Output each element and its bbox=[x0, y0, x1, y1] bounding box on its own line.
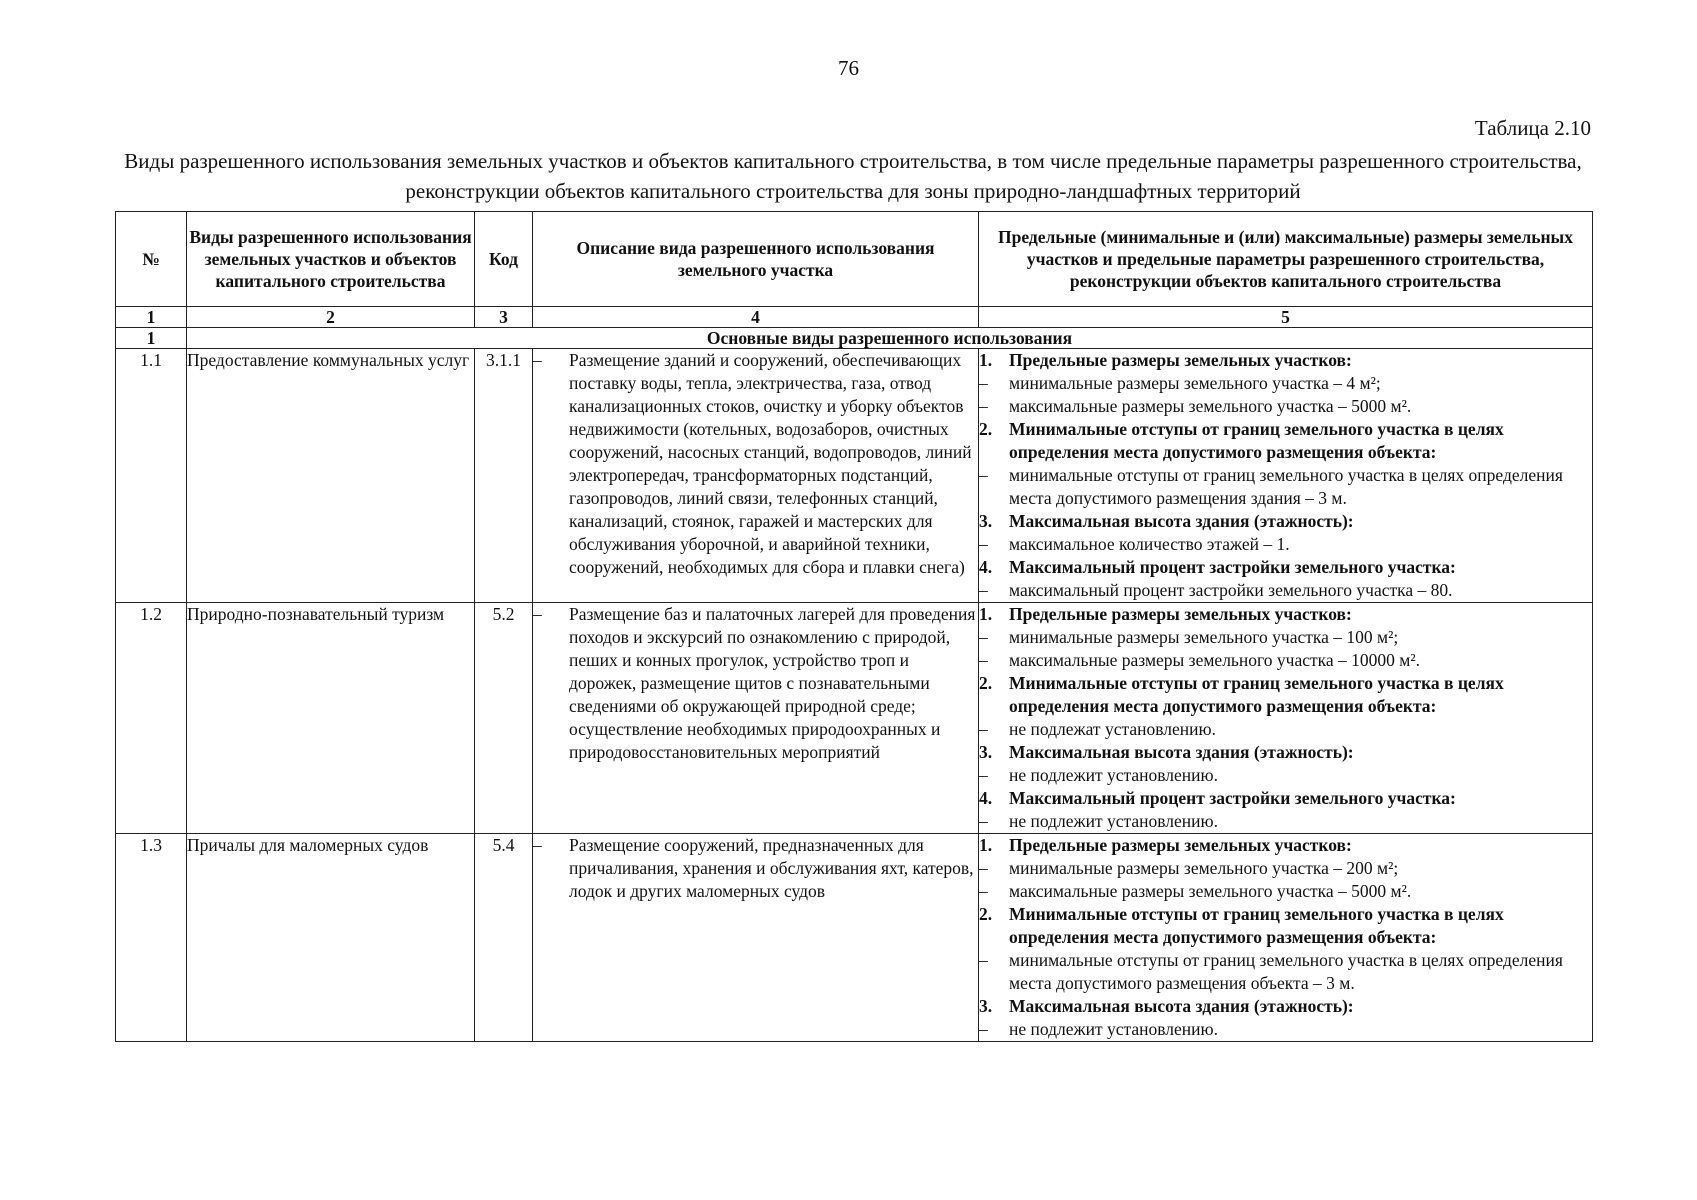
limit-text: минимальные отступы от границ земельного участка в целях определения места допустимого размещения здания – 3 м. bbox=[1009, 465, 1563, 508]
limit-marker: – bbox=[979, 465, 988, 485]
use-description-cell bbox=[533, 834, 979, 1042]
limit-item bbox=[979, 1018, 1592, 1041]
row-number: 1.1 bbox=[116, 349, 187, 603]
limit-marker: 1. bbox=[979, 835, 993, 855]
description-dash: – bbox=[533, 604, 542, 624]
limit-marker: – bbox=[979, 950, 988, 970]
page-number: 76 bbox=[838, 56, 859, 80]
table-row bbox=[116, 603, 1593, 834]
table-title: Виды разрешенного использования земельных участков и объектов капитального строительства, в том числе предельные параметры разрешенного строительства, реконструкции объектов капитального строительства для зоны природно-ландшафтных территорий bbox=[124, 149, 1582, 203]
header-description: Описание вида разрешенного использования земельного участка bbox=[533, 212, 979, 307]
limit-marker: – bbox=[979, 396, 988, 416]
limit-heading bbox=[979, 556, 1592, 579]
limit-heading bbox=[979, 741, 1592, 764]
limit-marker: 1. bbox=[979, 350, 993, 370]
table-row bbox=[116, 834, 1593, 1042]
limit-marker: 3. bbox=[979, 742, 993, 762]
limit-text: Минимальные отступы от границ земельного участка в целях определения места допустимого размещения объекта: bbox=[1009, 673, 1504, 716]
row-number: 1.3 bbox=[116, 834, 187, 1042]
description-dash: – bbox=[533, 835, 542, 855]
limit-text: максимальное количество этажей – 1. bbox=[1009, 534, 1290, 554]
limit-marker: 4. bbox=[979, 557, 993, 577]
limits-cell bbox=[979, 603, 1593, 834]
use-kind-name: Причалы для маломерных судов bbox=[187, 834, 475, 1042]
limit-text: Предельные размеры земельных участков: bbox=[1009, 604, 1352, 624]
limit-text: минимальные размеры земельного участка – 100 м²; bbox=[1009, 627, 1399, 647]
limit-item bbox=[979, 533, 1592, 556]
limit-heading bbox=[979, 787, 1592, 810]
use-description: Размещение баз и палаточных лагерей для проведения походов и экскурсий по ознакомлению с природой, пеших и конных прогулок, устройство троп и дорожек, размещение щитов с познавательными сведениями об окружающей природной среде; осуществление необходимых природоохранных и природовосстановительных мероприятий bbox=[569, 604, 976, 762]
limits-cell bbox=[979, 349, 1593, 603]
limit-item bbox=[979, 464, 1592, 510]
limits-cell bbox=[979, 834, 1593, 1042]
use-description-cell bbox=[533, 349, 979, 603]
limit-text: минимальные размеры земельного участка – 200 м²; bbox=[1009, 858, 1399, 878]
limit-text: не подлежит установлению. bbox=[1009, 765, 1218, 785]
limit-marker: – bbox=[979, 881, 988, 901]
limit-text: Максимальный процент застройки земельного участка: bbox=[1009, 557, 1456, 577]
limit-item bbox=[979, 649, 1592, 672]
limit-item bbox=[979, 718, 1592, 741]
header-num: № bbox=[116, 212, 187, 307]
column-number: 3 bbox=[475, 307, 533, 328]
limit-marker: – bbox=[979, 650, 988, 670]
header-code: Код bbox=[475, 212, 533, 307]
limit-marker: 2. bbox=[979, 673, 993, 693]
limit-text: минимальные размеры земельного участка – 4 м²; bbox=[1009, 373, 1381, 393]
limit-text: максимальные размеры земельного участка – 10000 м². bbox=[1009, 650, 1420, 670]
header-kind: Виды разрешенного использования земельных участков и объектов капитального строительства bbox=[187, 212, 475, 307]
column-number-row bbox=[116, 307, 1593, 328]
use-description-cell bbox=[533, 603, 979, 834]
limit-item bbox=[979, 857, 1592, 880]
column-number: 4 bbox=[533, 307, 979, 328]
limit-heading bbox=[979, 349, 1592, 372]
limit-item bbox=[979, 880, 1592, 903]
limit-item bbox=[979, 579, 1592, 602]
limit-text: Предельные размеры земельных участков: bbox=[1009, 350, 1352, 370]
column-number: 2 bbox=[187, 307, 475, 328]
limit-heading bbox=[979, 418, 1592, 464]
limit-item bbox=[979, 395, 1592, 418]
permitted-use-table bbox=[115, 211, 1593, 1042]
limit-heading bbox=[979, 903, 1592, 949]
use-code: 5.4 bbox=[475, 834, 533, 1042]
use-code: 3.1.1 bbox=[475, 349, 533, 603]
limit-heading bbox=[979, 603, 1592, 626]
limit-marker: 1. bbox=[979, 604, 993, 624]
limit-text: максимальный процент застройки земельного участка – 80. bbox=[1009, 580, 1453, 600]
limit-text: Максимальный процент застройки земельного участка: bbox=[1009, 788, 1456, 808]
limit-text: не подлежит установлению. bbox=[1009, 811, 1218, 831]
limit-marker: – bbox=[979, 858, 988, 878]
limit-heading bbox=[979, 672, 1592, 718]
limit-marker: – bbox=[979, 811, 988, 831]
row-number: 1.2 bbox=[116, 603, 187, 834]
use-kind-name: Природно-познавательный туризм bbox=[187, 603, 475, 834]
limit-item bbox=[979, 810, 1592, 833]
limit-item bbox=[979, 949, 1592, 995]
column-number: 1 bbox=[116, 307, 187, 328]
limit-marker: 3. bbox=[979, 996, 993, 1016]
table-label: Таблица 2.10 bbox=[1474, 116, 1591, 140]
use-description: Размещение зданий и сооружений, обеспечивающих поставку воды, тепла, электричества, газа, отвод канализационных стоков, очистку и уборку объектов недвижимости (котельных, водозаборов, очистных сооружений, насосных станций, водопроводов, линий электропередач, трансформаторных подстанций, газопроводов, линий связи, телефонных станций, канализаций, стоянок, гаражей и мастерских для обслуживания уборочной, и аварийной техники, сооружений, необходимых для сбора и плавки снега) bbox=[569, 350, 972, 577]
limit-text: Максимальная высота здания (этажность): bbox=[1009, 511, 1354, 531]
limit-text: минимальные отступы от границ земельного участка в целях определения места допустимого размещения объекта – 3 м. bbox=[1009, 950, 1563, 993]
limit-marker: 2. bbox=[979, 904, 993, 924]
table-row bbox=[116, 349, 1593, 603]
column-number: 5 bbox=[979, 307, 1593, 328]
limit-text: не подлежат установлению. bbox=[1009, 719, 1216, 739]
limit-text: Предельные размеры земельных участков: bbox=[1009, 835, 1352, 855]
limit-item bbox=[979, 764, 1592, 787]
limit-marker: – bbox=[979, 719, 988, 739]
limit-marker: 3. bbox=[979, 511, 993, 531]
table-body bbox=[116, 349, 1593, 1042]
description-dash: – bbox=[533, 350, 542, 370]
limit-marker: – bbox=[979, 534, 988, 554]
section-title: Основные виды разрешенного использования bbox=[187, 328, 1593, 349]
limit-marker: 2. bbox=[979, 419, 993, 439]
limit-marker: 4. bbox=[979, 788, 993, 808]
limit-marker: – bbox=[979, 373, 988, 393]
header-row bbox=[116, 212, 1593, 307]
section-row bbox=[116, 328, 1593, 349]
section-number: 1 bbox=[116, 328, 187, 349]
limit-marker: – bbox=[979, 1019, 988, 1039]
limit-heading bbox=[979, 834, 1592, 857]
limit-text: Максимальная высота здания (этажность): bbox=[1009, 996, 1354, 1016]
header-limits: Предельные (минимальные и (или) максимальные) размеры земельных участков и предельные параметры разрешенного строительства, реконструкции объектов капитального строительства bbox=[979, 212, 1593, 307]
limit-text: максимальные размеры земельного участка – 5000 м². bbox=[1009, 396, 1412, 416]
limit-text: не подлежит установлению. bbox=[1009, 1019, 1218, 1039]
limit-item bbox=[979, 372, 1592, 395]
use-code: 5.2 bbox=[475, 603, 533, 834]
use-kind-name: Предоставление коммунальных услуг bbox=[187, 349, 475, 603]
limit-text: максимальные размеры земельного участка – 5000 м². bbox=[1009, 881, 1412, 901]
limit-heading bbox=[979, 510, 1592, 533]
use-description: Размещение сооружений, предназначенных для причаливания, хранения и обслуживания яхт, катеров, лодок и других маломерных судов bbox=[569, 835, 974, 901]
limit-marker: – bbox=[979, 580, 988, 600]
limit-text: Минимальные отступы от границ земельного участка в целях определения места допустимого размещения объекта: bbox=[1009, 904, 1504, 947]
limit-marker: – bbox=[979, 765, 988, 785]
limit-item bbox=[979, 626, 1592, 649]
limit-text: Максимальная высота здания (этажность): bbox=[1009, 742, 1354, 762]
limit-text: Минимальные отступы от границ земельного участка в целях определения места допустимого размещения объекта: bbox=[1009, 419, 1504, 462]
limit-heading bbox=[979, 995, 1592, 1018]
limit-marker: – bbox=[979, 627, 988, 647]
